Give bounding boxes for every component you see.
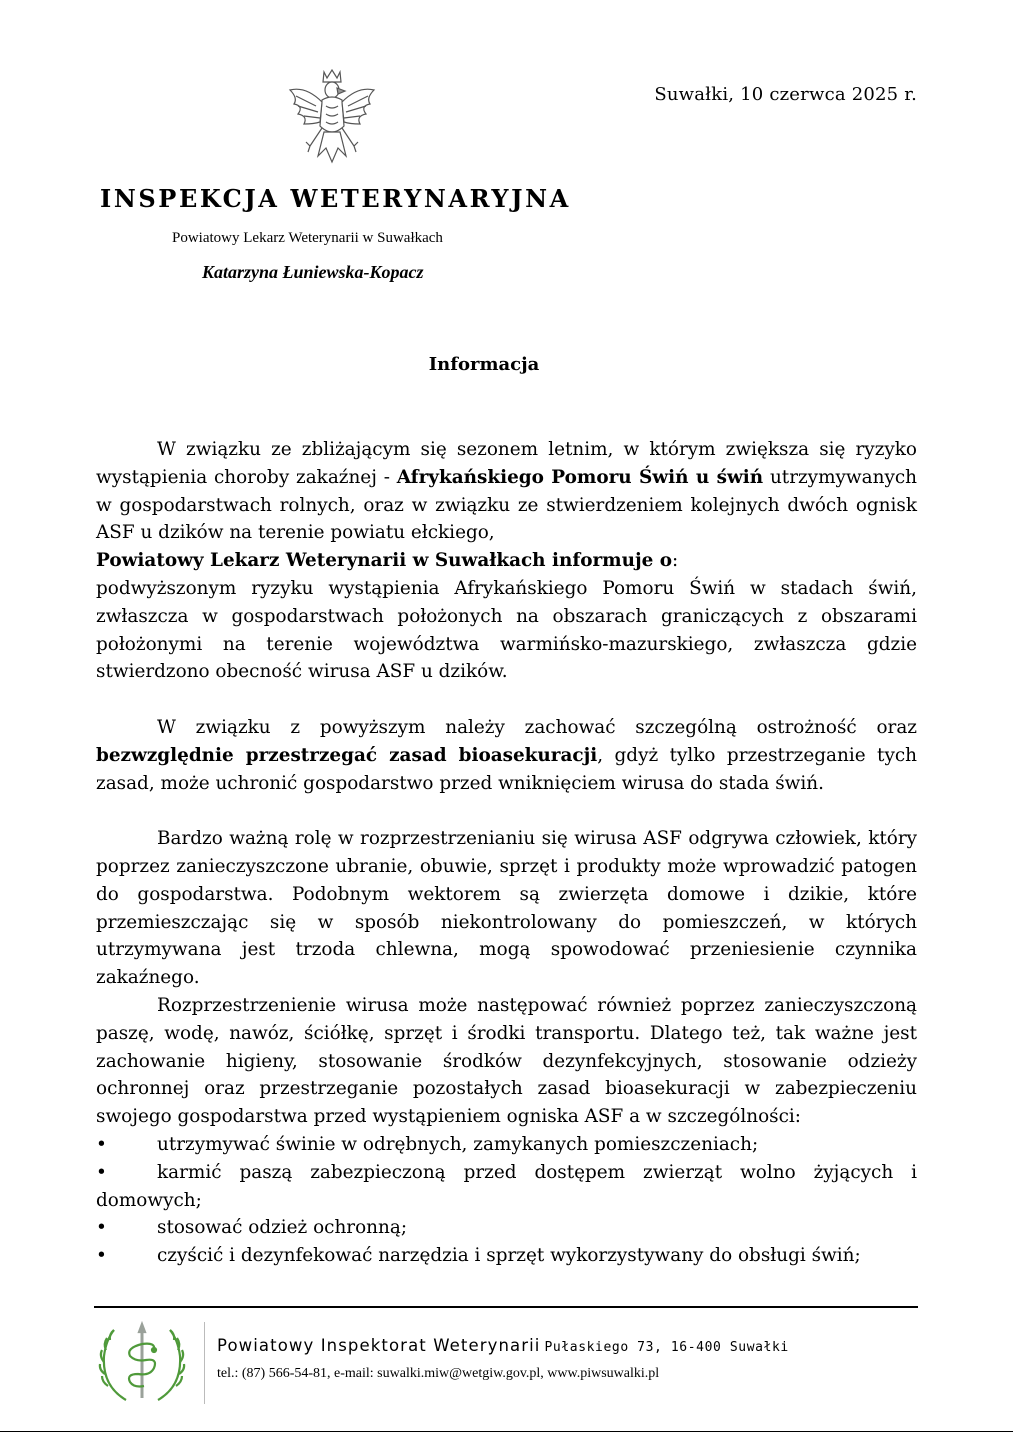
paragraph-intro xyxy=(96,436,917,547)
veterinary-caduceus-logo-icon xyxy=(96,1320,188,1408)
list-item xyxy=(96,1242,917,1270)
footer-separator xyxy=(204,1322,205,1404)
paragraph-risk: podwyższonym ryzyku wystąpienia Afrykańskiego Pomoru Świń w stadach świń, zwłaszcza w gospodarstwach położonych na obszarach graniczących z obszarami położonymi na terenie województwa warmińsko-mazurskiego, zwłaszcza gdzie stwierdzono obecność wirusa ASF u dzików. xyxy=(96,577,917,683)
officer-name: Katarzyna Łuniewska-Kopacz xyxy=(202,262,424,282)
announcement xyxy=(96,547,917,575)
bullet-symbol: • xyxy=(96,1245,107,1267)
list-item-text: czyścić i dezynfekować narzędzia i sprzęt wykorzystywany do obsługi świń; xyxy=(157,1245,861,1267)
footer-contact: tel.: (87) 566-54-81, e-mail: suwalki.miw@wetgiw.gov.pl, www.piwsuwalki.pl xyxy=(217,1366,660,1381)
intro-text: W związku ze zbliżającym się sezonem letnim, w którym zwiększa się ryzyko wystąpienia choroby zakaźnej - xyxy=(96,439,917,488)
list-item-text: utrzymywać świnie w odrębnych, zamykanych pomieszczeniach; xyxy=(157,1133,759,1155)
bullet-symbol: • xyxy=(96,1133,107,1155)
paragraph-vectors: Bardzo ważną rolę w rozprzestrzenianiu się wirusa ASF odgrywa człowiek, który poprzez zanieczyszczone ubranie, obuwie, sprzęt i produkty może wprowadzić patogen do gospodarstwa. Podobnym wektorem są zwierzęta domowe i dzikie, które przemieszczając się w sposób niekontrolowany do pomieszczeń, w których utrzymywana jest trzoda chlewna, mogą spowodować przeniesienie czynnika zakaźnego. xyxy=(96,828,917,989)
announcement-bold: Powiatowy Lekarz Weterynarii w Suwałkach informuje o xyxy=(96,550,673,572)
caution-text-cont: , gdyż tylko przestrzeganie tych zasad, może uchronić gospodarstwo przed wniknięciem wirusa do stada świń. xyxy=(96,744,917,794)
list-item xyxy=(96,1159,917,1215)
footer-institution xyxy=(217,1336,789,1355)
place-date: Suwałki, 10 czerwca 2025 r. xyxy=(654,84,917,105)
list-item xyxy=(96,1131,917,1159)
list-item-text: stosować odzież ochronną; xyxy=(157,1217,408,1239)
paragraph-caution xyxy=(96,714,917,797)
page-bottom-edge xyxy=(0,1431,1013,1432)
footer-address: Pułaskiego 73, 16-400 Suwałki xyxy=(544,1340,789,1355)
list-item xyxy=(96,1214,917,1242)
list-item-text: karmić paszą zabezpieczoną przed dostępem zwierząt wolno żyjących i domowych; xyxy=(96,1161,917,1211)
footer-institution-name: Powiatowy Inspektorat Weterynarii xyxy=(217,1336,541,1355)
document-body xyxy=(96,436,917,1270)
caution-bold: bezwzględnie przestrzegać zasad bioasekuracji xyxy=(96,744,598,766)
paragraph-spread: Rozprzestrzenienie wirusa może następować również poprzez zanieczyszczoną paszę, wodę, nawóz, ściółkę, sprzęt i środki transportu. Dlatego też, tak ważne jest zachowanie higieny, stosowanie środków dezynfekcyjnych, stosowanie odzieży ochronnej oraz przestrzeganie pozostałych zasad bioasekuracji w zabezpieczeniu swojego gospodarstwa przed wystąpieniem ogniska ASF a w szczególności: xyxy=(96,994,917,1128)
officer-title: Powiatowy Lekarz Weterynarii w Suwałkach xyxy=(172,230,443,246)
institution-name: INSPEKCJA WETERYNARYJNA xyxy=(100,184,571,213)
caution-text: W związku z powyższym należy zachować szczególną ostrożność oraz xyxy=(157,716,917,738)
footer-divider xyxy=(94,1306,918,1308)
intro-disease-bold: Afrykańskiego Pomoru Świń u świń xyxy=(396,466,764,488)
polish-eagle-emblem-icon xyxy=(284,66,380,170)
document-title: Informacja xyxy=(428,354,540,375)
announcement-colon: : xyxy=(672,550,679,572)
bullet-symbol: • xyxy=(96,1217,107,1239)
bullet-symbol: • xyxy=(96,1161,107,1183)
intro-text-cont: utrzymywanych w gospodarstwach rolnych, oraz w związku ze stwierdzeniem kolejnych dwóch ognisk ASF u dzików na terenie powiatu ełckiego, xyxy=(96,466,917,544)
